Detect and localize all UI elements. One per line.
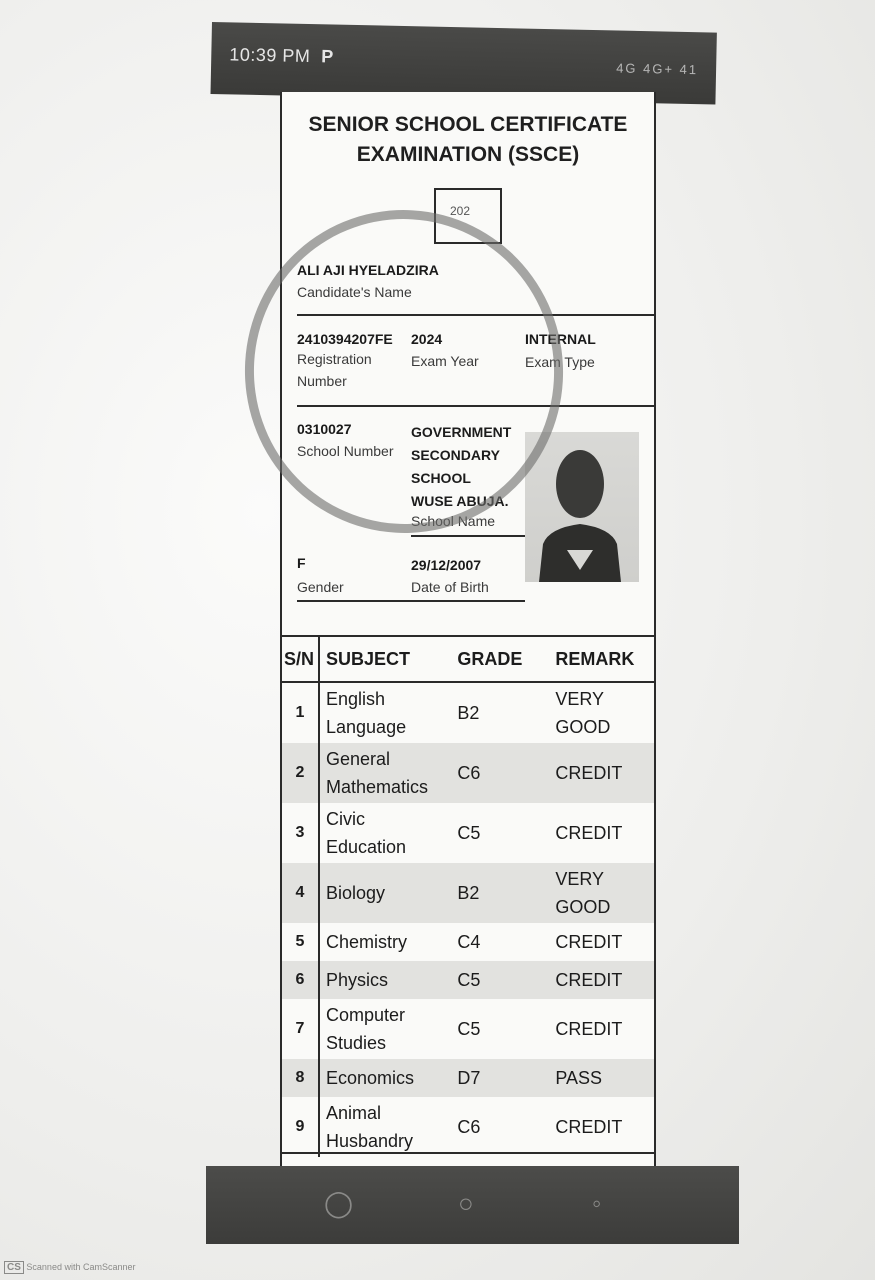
table-row: 3 Civic Education C5 CREDIT xyxy=(282,803,654,863)
exam-year-label: Exam Year xyxy=(411,353,479,369)
phone-nav-bar xyxy=(206,1166,739,1244)
scanner-text: Scanned with CamScanner xyxy=(26,1262,136,1272)
table-row: 1 English Language B2 VERY GOOD xyxy=(282,682,654,743)
results-table xyxy=(282,635,654,1157)
registration-number: 2410394207FE xyxy=(297,331,393,347)
header-remark: REMARK xyxy=(549,636,654,682)
table-row: 2 General Mathematics C6 CREDIT xyxy=(282,743,654,803)
app-notification-icon: P xyxy=(321,46,334,67)
scanner-watermark xyxy=(4,1262,135,1273)
back-icon[interactable]: ◯ xyxy=(324,1188,354,1218)
table-row: 4 Biology B2 VERY GOOD xyxy=(282,863,654,923)
document-title: SENIOR SCHOOL CERTIFICATE EXAMINATION (SSCE) xyxy=(308,113,628,166)
dob-label: Date of Birth xyxy=(411,579,489,595)
date-of-birth: 29/12/2007 xyxy=(411,557,482,573)
gender-label: Gender xyxy=(297,579,344,595)
recents-icon[interactable]: ◦ xyxy=(592,1188,602,1218)
header-subject: SUBJECT xyxy=(319,636,451,682)
exam-year: 2024 xyxy=(411,331,443,347)
table-header-row xyxy=(282,636,654,682)
school-number-label: School Number xyxy=(297,443,394,459)
school-name-label: School Name xyxy=(411,513,496,529)
table-row: 9 Animal Husbandry C6 CREDIT xyxy=(282,1097,654,1157)
school-name: GOVERNMENT SECONDARY SCHOOL WUSE ABUJA. xyxy=(411,424,512,509)
candidate-name-label: Candidate's Name xyxy=(297,284,412,300)
divider xyxy=(411,535,525,537)
registration-label-2: Number xyxy=(297,373,347,389)
table-row: 8 Economics D7 PASS xyxy=(282,1059,654,1097)
candidate-name: ALI AJI HYELADZIRA xyxy=(297,262,439,278)
header-grade: GRADE xyxy=(451,636,549,682)
table-row: 7 Computer Studies C5 CREDIT xyxy=(282,999,654,1059)
person-silhouette-icon xyxy=(525,432,639,582)
registration-label: Registration xyxy=(297,351,372,367)
year-box-text: 202 xyxy=(450,204,471,218)
table-bottom-rule xyxy=(282,1152,654,1154)
school-number: 0310027 xyxy=(297,421,352,437)
scanner-badge: CS xyxy=(4,1261,24,1274)
signal-icons: 4G 4G+ 41 xyxy=(616,60,699,78)
header-sn: S/N xyxy=(282,636,319,682)
table-row: 5 Chemistry C4 CREDIT xyxy=(282,923,654,961)
gender: F xyxy=(297,555,306,571)
status-time: 10:39 PM xyxy=(229,44,311,67)
divider xyxy=(297,600,525,602)
candidate-photo xyxy=(525,432,639,582)
exam-type: INTERNAL xyxy=(525,331,596,347)
home-icon[interactable]: ○ xyxy=(458,1188,474,1218)
exam-type-label: Exam Type xyxy=(525,354,595,370)
table-row: 6 Physics C5 CREDIT xyxy=(282,961,654,999)
